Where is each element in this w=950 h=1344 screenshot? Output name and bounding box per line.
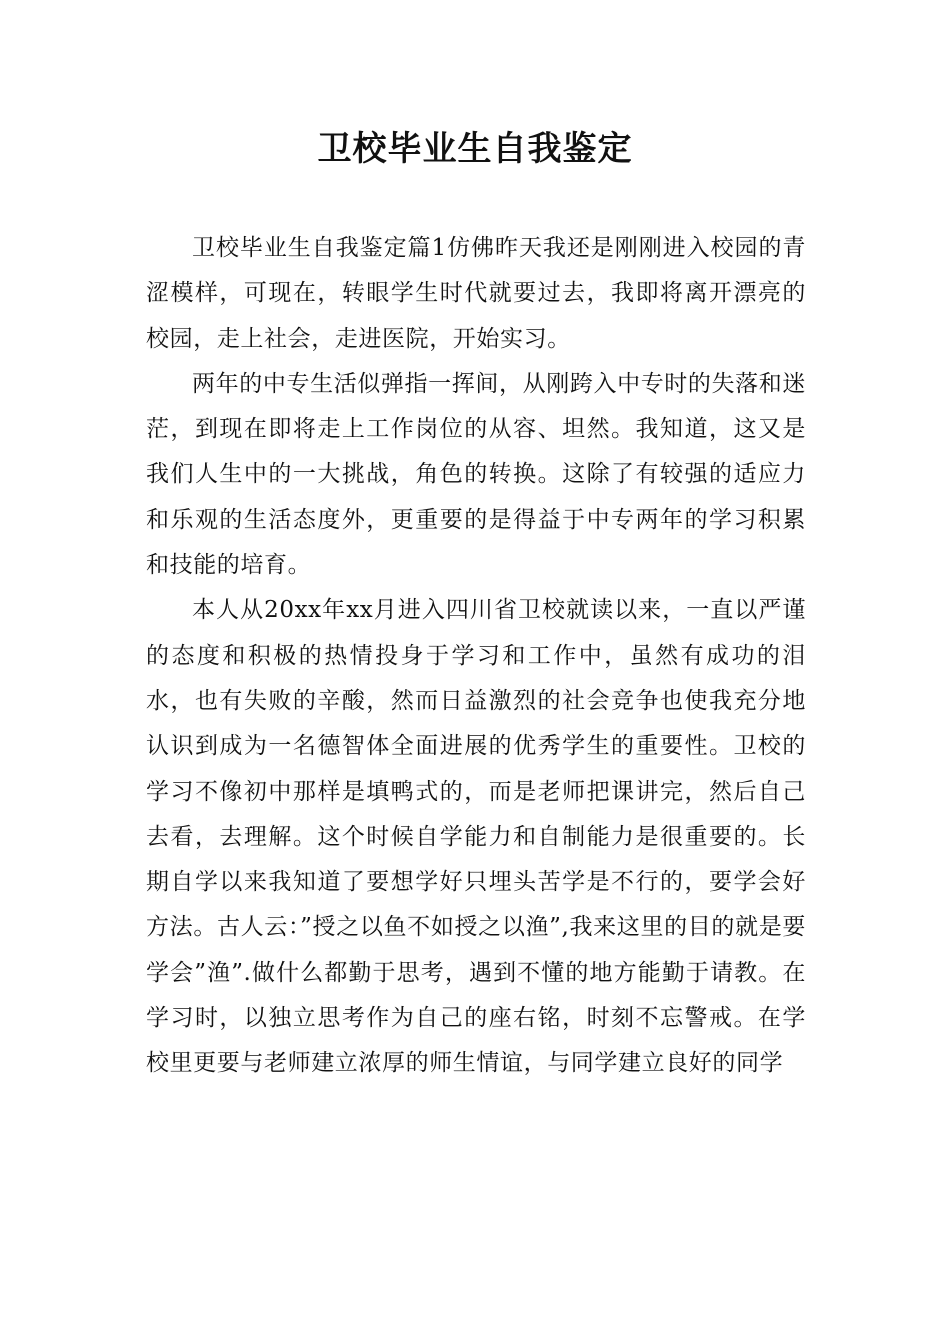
document-title: 卫校毕业生自我鉴定	[317, 129, 633, 169]
paragraph-2: 两年的中专生活似弹指一挥间，从刚跨入中专时的失落和迷茫，到现在即将走上工作岗位的从容、坦然。我知道，这又是我们人生中的一大挑战，角色的转换。这除了有较强的适应力和乐观的生活态度外，更重要的是得益于中专两年的学习积累和技能的培育。	[146, 370, 806, 579]
document-body	[146, 226, 806, 1087]
paragraph-1: 卫校毕业生自我鉴定篇1仿佛昨天我还是刚刚进入校园的青涩模样，可现在，转眼学生时代就要过去，我即将离开漂亮的校园，走上社会，走进医院，开始实习。	[146, 235, 806, 352]
paragraph-3: 本人从20xx年xx月进入四川省卫校就读以来，一直以严谨的态度和积极的热情投身于学习和工作中，虽然有成功的泪水，也有失败的辛酸，然而日益激烈的社会竞争也使我充分地认识到成为一名德智体全面进展的优秀学生的重要性。卫校的学习不像初中那样是填鸭式的，而是老师把课讲完，然后自己去看，去理解。这个时候自学能力和自制能力是很重要的。长期自学以来我知道了要想学好只埋头苦学是不行的，要学会好方法。古人云：”授之以鱼不如授之以渔”,我来这里的目的就是要学会”渔”.做什么都勤于思考，遇到不懂的地方能勤于请教。在学习时，以独立思考作为自己的座右铭，时刻不忘警戒。在学校里更要与老师建立浓厚的师生情谊，与同学建立良好的同学	[146, 597, 806, 1077]
